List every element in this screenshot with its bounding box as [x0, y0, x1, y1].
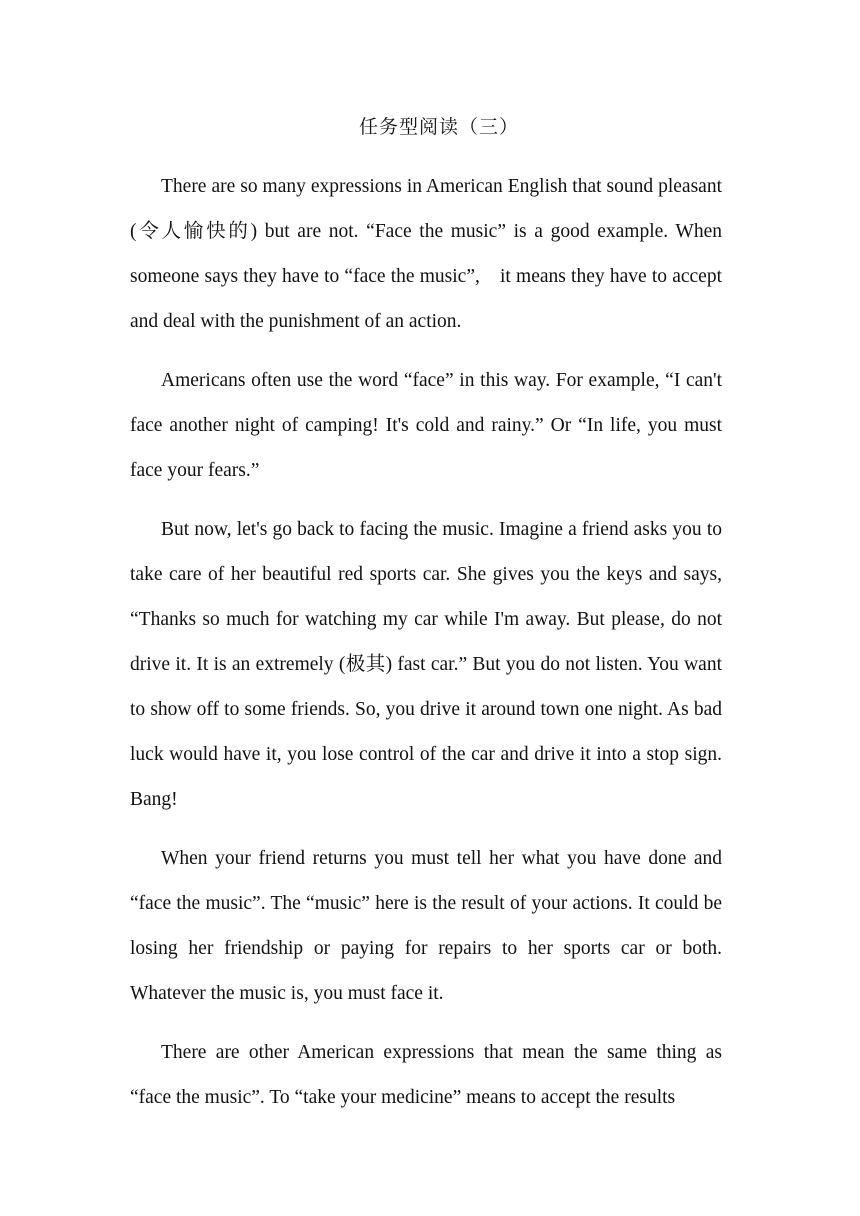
paragraph-1: There are so many expressions in American English that sound pleasant (令人愉快的) but are not. “Face the music” is a good example. When someone says they have to “face the music”, it means they have to accept and deal with the punishment of an action. [130, 176, 722, 332]
paragraph-4: When your friend returns you must tell her what you have done and “face the music”. The “music” here is the result of your actions. It could be losing her friendship or paying for repairs to her sports car or both. Whatever the music is, you must face it. [130, 848, 722, 1004]
paragraph-5: There are other American expressions that mean the same thing as “face the music”. To “take your medicine” means to accept the results [130, 1042, 722, 1108]
paragraph-2: Americans often use the word “face” in this way. For example, “I can't face another night of camping! It's cold and rainy.” Or “In life, you must face your fears.” [130, 370, 722, 481]
document-title: 任务型阅读（三） [358, 116, 519, 138]
document-body [130, 164, 722, 1120]
paragraph-3: But now, let's go back to facing the music. Imagine a friend asks you to take care of her beautiful red sports car. She gives you the keys and says, “Thanks so much for watching my car while I'm away. But please, do not drive it. It is an extremely (极其) fast car.” But you do not listen. You want to show off to some friends. So, you drive it around town one night. As bad luck would have it, you lose control of the car and drive it into a stop sign. Bang! [130, 519, 722, 810]
